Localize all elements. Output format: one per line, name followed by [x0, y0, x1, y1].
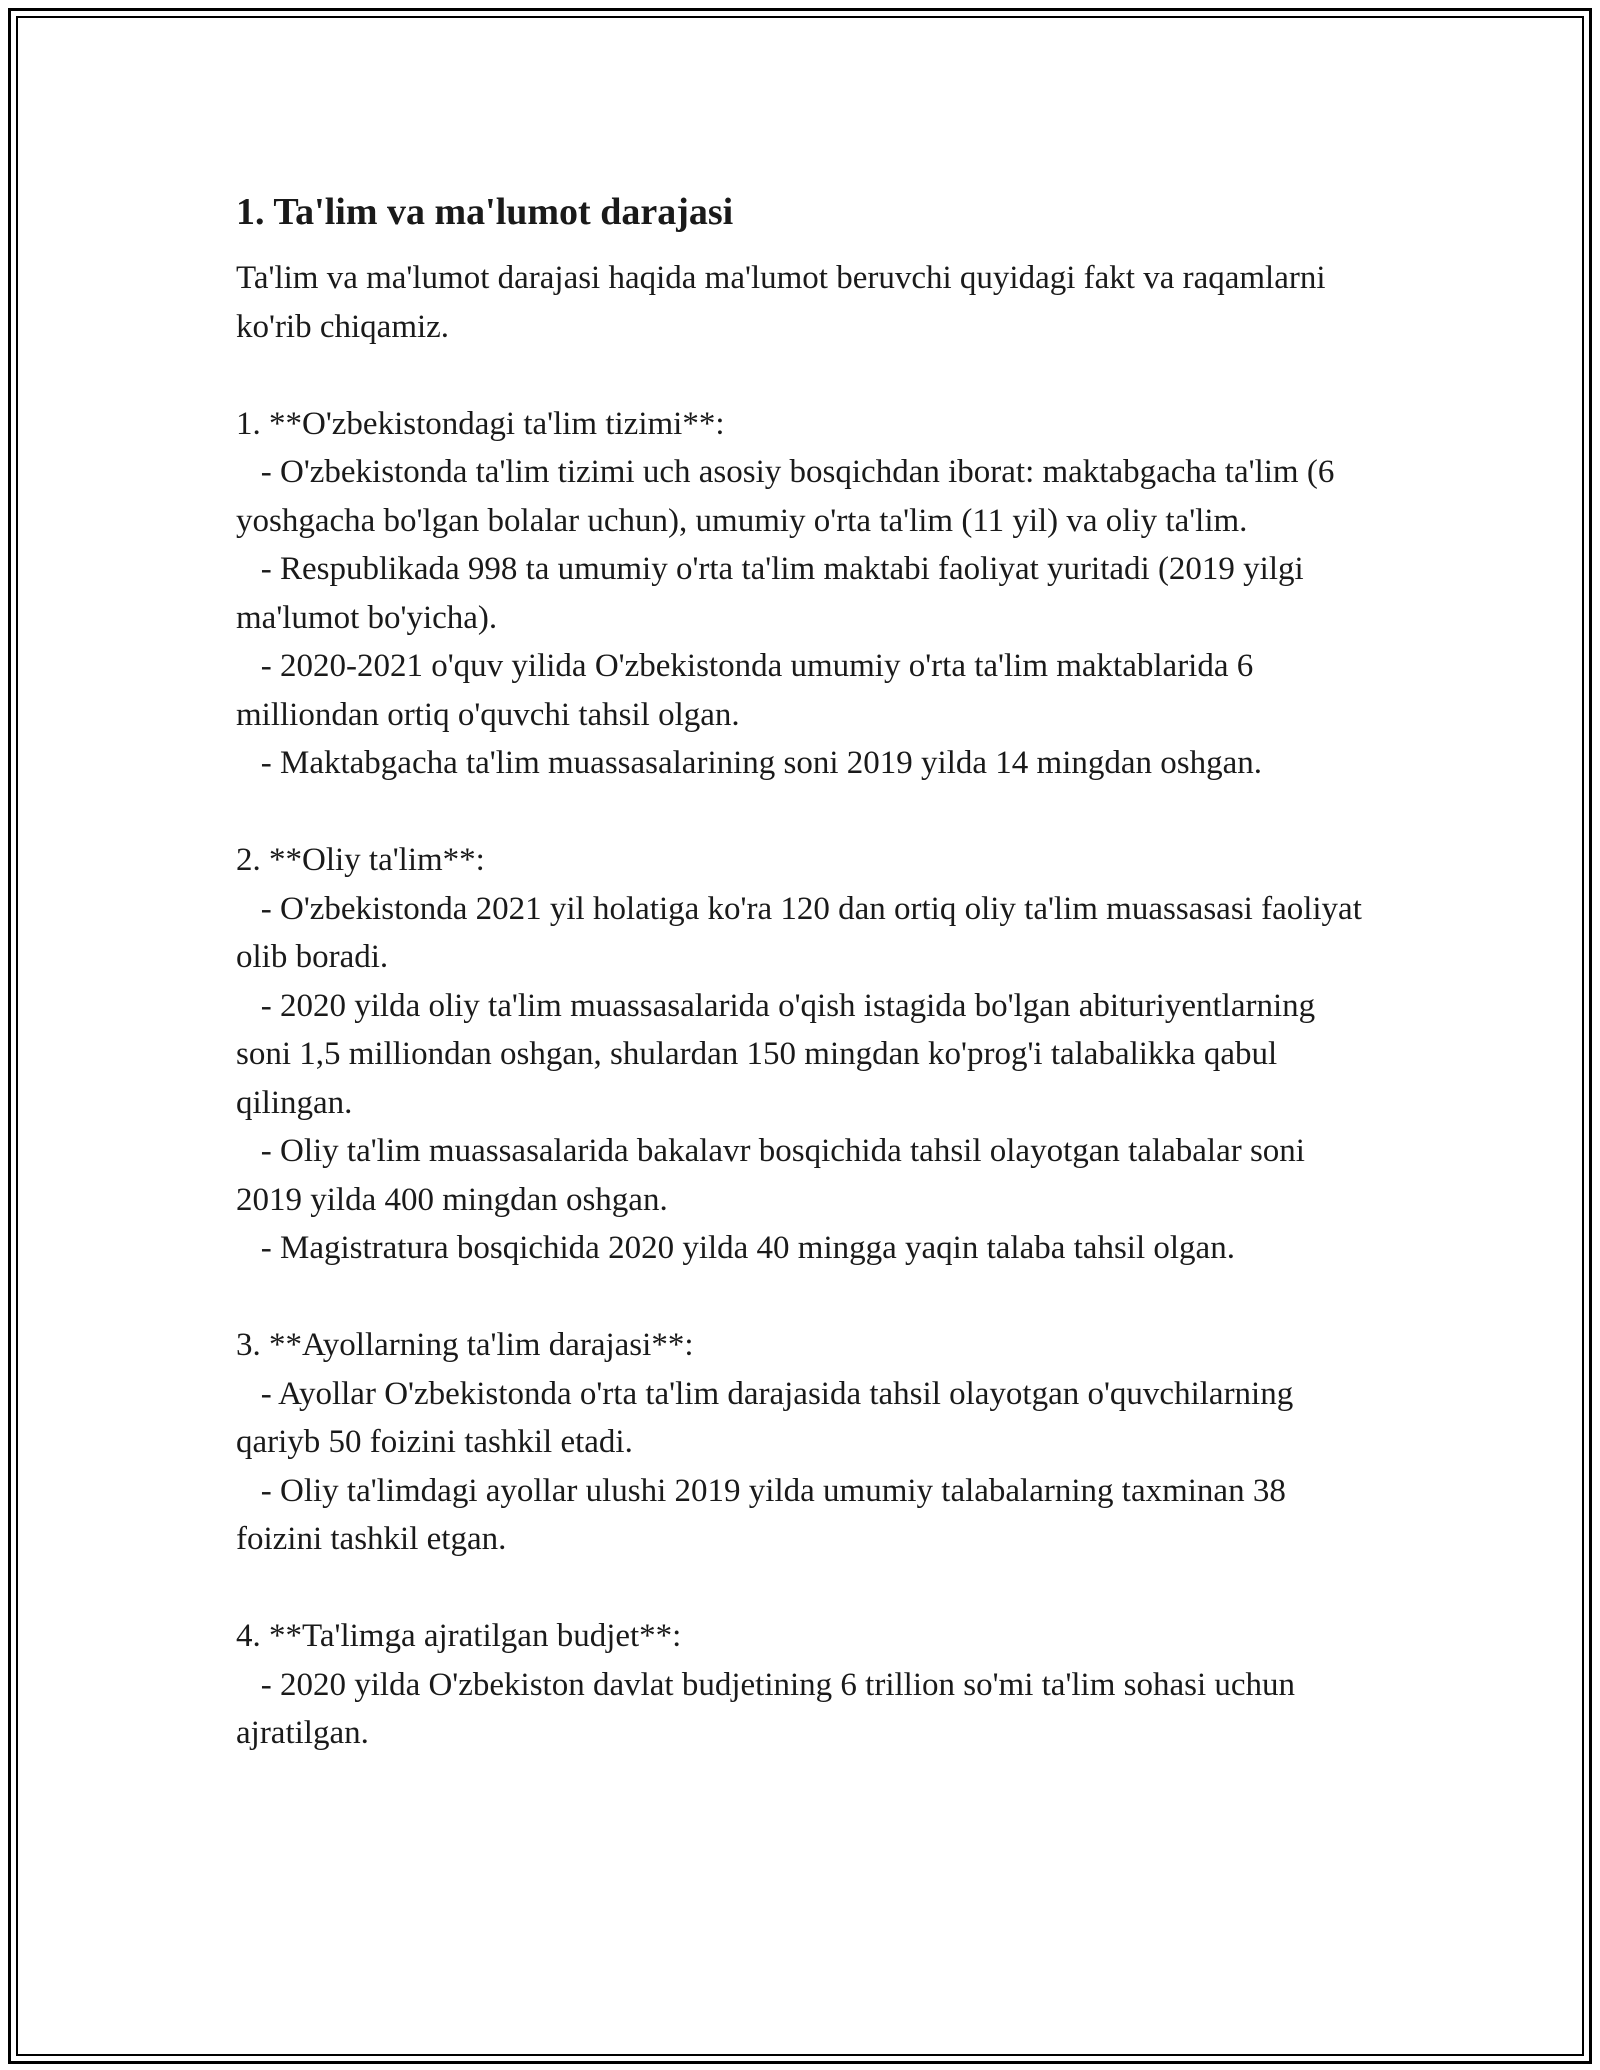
bullet-item: - 2020 yilda O'zbekiston davlat budjetining 6 trillion so'mi ta'lim sohasi uchun ajratilgan.	[236, 1666, 1304, 1751]
section-higher-education	[236, 836, 1376, 1273]
bullet-item: - O'zbekistonda 2021 yil holatiga ko'ra 120 dan ortiq oliy ta'lim muassasasi faoliyat olib boradi.	[236, 890, 1371, 975]
document-heading: 1. Ta'lim va ma'lumot darajasi	[236, 191, 734, 233]
section-women-education	[236, 1321, 1376, 1564]
bullet-item: - Magistratura bosqichida 2020 yilda 40 mingga yaqin talaba tahsil olgan.	[236, 1230, 1235, 1266]
bullet-item: - Respublikada 998 ta umumiy o'rta ta'lim maktabi faoliyat yuritadi (2019 yilgi ma'lumot bo'yicha).	[236, 551, 1312, 636]
section-title: 2. **Oliy ta'lim**:	[236, 842, 485, 878]
intro-paragraph: Ta'lim va ma'lumot darajasi haqida ma'lumot beruvchi quyidagi fakt va raqamlarni ko'rib chiqamiz.	[236, 260, 1326, 345]
bullet-item: - Oliy ta'limdagi ayollar ulushi 2019 yilda umumiy talabalarning taxminan 38 foizini tashkil etgan.	[236, 1472, 1295, 1557]
document-body	[236, 180, 1376, 1758]
section-education-budget	[236, 1612, 1376, 1758]
section-title: 4. **Ta'limga ajratilgan budjet**:	[236, 1618, 682, 1654]
section-title: 3. **Ayollarning ta'lim darajasi**:	[236, 1327, 694, 1363]
bullet-item: - Oliy ta'lim muassasalarida bakalavr bosqichida tahsil olayotgan talabalar soni 2019 yilda 400 mingdan oshgan.	[236, 1133, 1314, 1218]
bullet-item: - Maktabgacha ta'lim muassasalarining soni 2019 yilda 14 mingdan oshgan.	[236, 745, 1262, 781]
bullet-item: - O'zbekistonda ta'lim tizimi uch asosiy bosqichdan iborat: maktabgacha ta'lim (6 yoshgacha bo'lgan bolalar uchun), umumiy o'rta ta'lim (11 yil) va oliy ta'lim.	[236, 454, 1343, 539]
bullet-item: - 2020 yilda oliy ta'lim muassasalarida o'qish istagida bo'lgan abituriyentlarning soni 1,5 milliondan oshgan, shulardan 150 mingdan ko'prog'i talabalikka qabul qilingan.	[236, 987, 1324, 1121]
bullet-item: - 2020-2021 o'quv yilida O'zbekistonda umumiy o'rta ta'lim maktablarida 6 milliondan ortiq o'quvchi tahsil olgan.	[236, 648, 1262, 733]
bullet-item: - Ayollar O'zbekistonda o'rta ta'lim darajasida tahsil olayotgan o'quvchilarning qariyb 50 foizini tashkil etadi.	[236, 1375, 1302, 1460]
section-education-system	[236, 400, 1376, 788]
section-title: 1. **O'zbekistondagi ta'lim tizimi**:	[236, 405, 725, 442]
